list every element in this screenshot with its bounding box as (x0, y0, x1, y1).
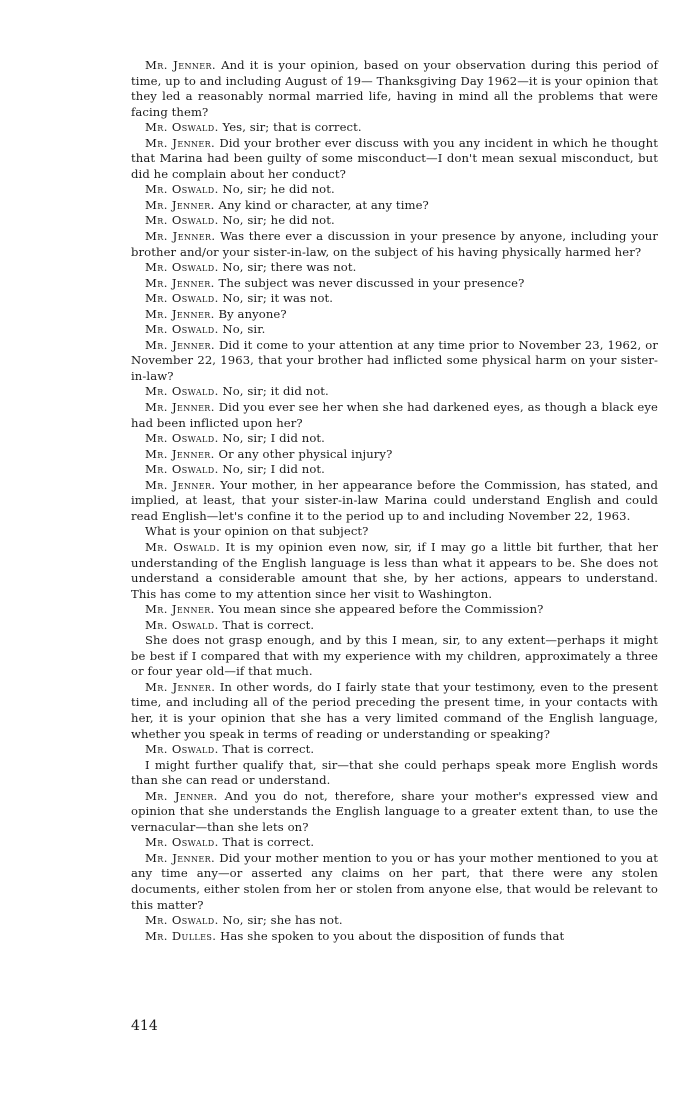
transcript-paragraph (131, 198, 658, 214)
transcript-paragraph (131, 120, 658, 136)
speaker-name: Mr. Dulles. (145, 928, 217, 943)
speaker-name: Mr. Oswald. (145, 462, 219, 477)
speaker-name: Mr. Jenner. (145, 446, 215, 461)
transcript-paragraph (131, 835, 658, 851)
speaker-name: Mr. Oswald. (145, 539, 221, 554)
speaker-name: Mr. Jenner. (145, 400, 215, 415)
transcript-paragraph (131, 229, 658, 260)
speaker-name: Mr. Jenner. (145, 306, 215, 321)
paragraph-text: Did your brother ever discuss with you any incident in which he thought that Marina had been guilty of some misconduct—I don't mean sexual misconduct, but did he complain about her conduct? (131, 135, 658, 181)
page-number: 414 (131, 1018, 158, 1034)
transcript-paragraph (131, 602, 658, 618)
transcript-paragraph (131, 213, 658, 229)
speaker-name: Mr. Oswald. (145, 617, 219, 632)
paragraph-text: No, sir; there was not. (222, 260, 357, 275)
speaker-name: Mr. Oswald. (145, 431, 219, 446)
paragraph-text: No, sir; I did not. (222, 431, 325, 446)
speaker-name: Mr. Jenner. (145, 602, 215, 617)
speaker-name: Mr. Jenner. (145, 679, 216, 694)
transcript-paragraph (131, 260, 658, 276)
transcript-paragraph (131, 307, 658, 323)
transcript-paragraph (131, 136, 658, 183)
paragraph-text: That is correct. (222, 835, 315, 850)
paragraph-text: Your mother, in her appearance before the Commission, has stated, and implied, at least, that your sister-in-law Marina could understand English and could read English—let's confine it to the period up to and including November 22, 1963. (131, 477, 658, 523)
paragraph-text: In other words, do I fairly state that your testimony, even to the present time, and including all of the period preceding the present time, in your contacts with her, it is your opinion that she has a very limited command of the English language, whether you speak in terms of reading or understanding or speaking? (131, 679, 658, 741)
paragraph-text: Any kind or character, at any time? (218, 197, 429, 212)
speaker-name: Mr. Jenner. (145, 788, 218, 803)
speaker-name: Mr. Oswald. (145, 182, 219, 197)
speaker-name: Mr. Jenner. (145, 229, 216, 244)
paragraph-text: And you do not, therefore, share your mother's expressed view and opinion that she understands the English language to a greater extent than, to use the vernacular—than she lets on? (131, 788, 659, 834)
paragraph-text: Or any other physical injury? (218, 446, 393, 461)
transcript-body (131, 58, 658, 944)
paragraph-text: Yes, sir; that is correct. (222, 120, 362, 135)
paragraph-text: She does not grasp enough, and by this I mean, sir, to any extent—perhaps it might be best if I compared that with my experience with my children, approximately a three or four year old—if that much. (131, 633, 658, 679)
paragraph-text: And it is your opinion, based on your observation during this period of time, up to and including August of 19— Thanksgiving Day 1962—it is your opinion that they led a reasonably normal married life, having in mind all the problems that were facing them? (131, 58, 658, 119)
transcript-paragraph (131, 58, 658, 120)
paragraph-text: That is correct. (222, 617, 315, 632)
paragraph-text: Has she spoken to you about the disposition of funds that (220, 928, 565, 943)
speaker-name: Mr. Jenner. (145, 337, 215, 352)
paragraph-text: That is correct. (222, 742, 315, 757)
speaker-name: Mr. Oswald. (145, 260, 219, 275)
paragraph-text: No, sir; it did not. (222, 384, 329, 399)
paragraph-text: You mean since she appeared before the Commission? (218, 602, 544, 617)
speaker-name: Mr. Jenner. (145, 477, 216, 492)
transcript-paragraph (131, 851, 658, 913)
transcript-paragraph (131, 929, 658, 945)
transcript-paragraph (131, 431, 658, 447)
transcript-paragraph (131, 291, 658, 307)
speaker-name: Mr. Oswald. (145, 322, 219, 337)
speaker-name: Mr. Oswald. (145, 213, 219, 228)
paragraph-text: No, sir. (222, 322, 266, 337)
paragraph-text: I might further qualify that, sir—that she could perhaps speak more English words than she can read or understand. (131, 757, 658, 788)
transcript-paragraph (131, 338, 658, 385)
paragraph-text: Did you ever see her when she had darkened eyes, as though a black eye had been inflicted upon her? (131, 400, 659, 430)
transcript-paragraph (131, 276, 658, 292)
paragraph-text: Did it come to your attention at any time prior to November 23, 1962, or November 22, 1963, that your brother had inflicted some physical harm on your sister-in-law? (131, 337, 658, 383)
speaker-name: Mr. Oswald. (145, 742, 219, 757)
transcript-paragraph (131, 524, 658, 540)
transcript-paragraph (131, 447, 658, 463)
speaker-name: Mr. Oswald. (145, 384, 219, 399)
transcript-paragraph (131, 618, 658, 634)
paragraph-text: No, sir; I did not. (222, 462, 325, 477)
transcript-paragraph (131, 384, 658, 400)
paragraph-text: Did your mother mention to you or has your mother mentioned to you at any time any—or asserted any claims on her part, that there were any stolen documents, either stolen from her or stolen from anyone else, that would be relevant to this matter? (131, 850, 658, 912)
transcript-paragraph (131, 758, 658, 789)
transcript-paragraph (131, 322, 658, 338)
speaker-name: Mr. Jenner. (145, 135, 216, 150)
speaker-name: Mr. Oswald. (145, 120, 219, 135)
paragraph-text: By anyone? (218, 306, 287, 321)
paragraph-text: No, sir; he did not. (222, 213, 335, 228)
transcript-paragraph (131, 478, 658, 525)
transcript-paragraph (131, 742, 658, 758)
transcript-paragraph (131, 462, 658, 478)
speaker-name: Mr. Jenner. (145, 850, 216, 865)
paragraph-text: What is your opinion on that subject? (145, 524, 369, 539)
transcript-paragraph (131, 633, 658, 680)
transcript-paragraph (131, 789, 658, 836)
speaker-name: Mr. Jenner. (145, 58, 217, 72)
transcript-paragraph (131, 540, 658, 602)
paragraph-text: No, sir; she has not. (222, 913, 343, 928)
speaker-name: Mr. Oswald. (145, 291, 219, 306)
speaker-name: Mr. Oswald. (145, 835, 219, 850)
transcript-paragraph (131, 680, 658, 742)
speaker-name: Mr. Jenner. (145, 275, 215, 290)
paragraph-text: No, sir; he did not. (222, 182, 335, 197)
speaker-name: Mr. Oswald. (145, 913, 219, 928)
paragraph-text: The subject was never discussed in your presence? (218, 275, 525, 290)
transcript-paragraph (131, 400, 658, 431)
paragraph-text: Was there ever a discussion in your presence by anyone, including your brother and/or your sister-in-law, on the subject of his having physically harmed her? (131, 229, 659, 259)
paragraph-text: It is my opinion even now, sir, if I may go a little bit further, that her understanding of the English language is less than what it appears to be. She does not understand a considerable amount that she, by her actions, appears to understand. This has come to my attention since her visit to Washington. (131, 539, 658, 601)
speaker-name: Mr. Jenner. (145, 197, 215, 212)
transcript-paragraph (131, 182, 658, 198)
paragraph-text: No, sir; it was not. (222, 291, 334, 306)
transcript-paragraph (131, 913, 658, 929)
